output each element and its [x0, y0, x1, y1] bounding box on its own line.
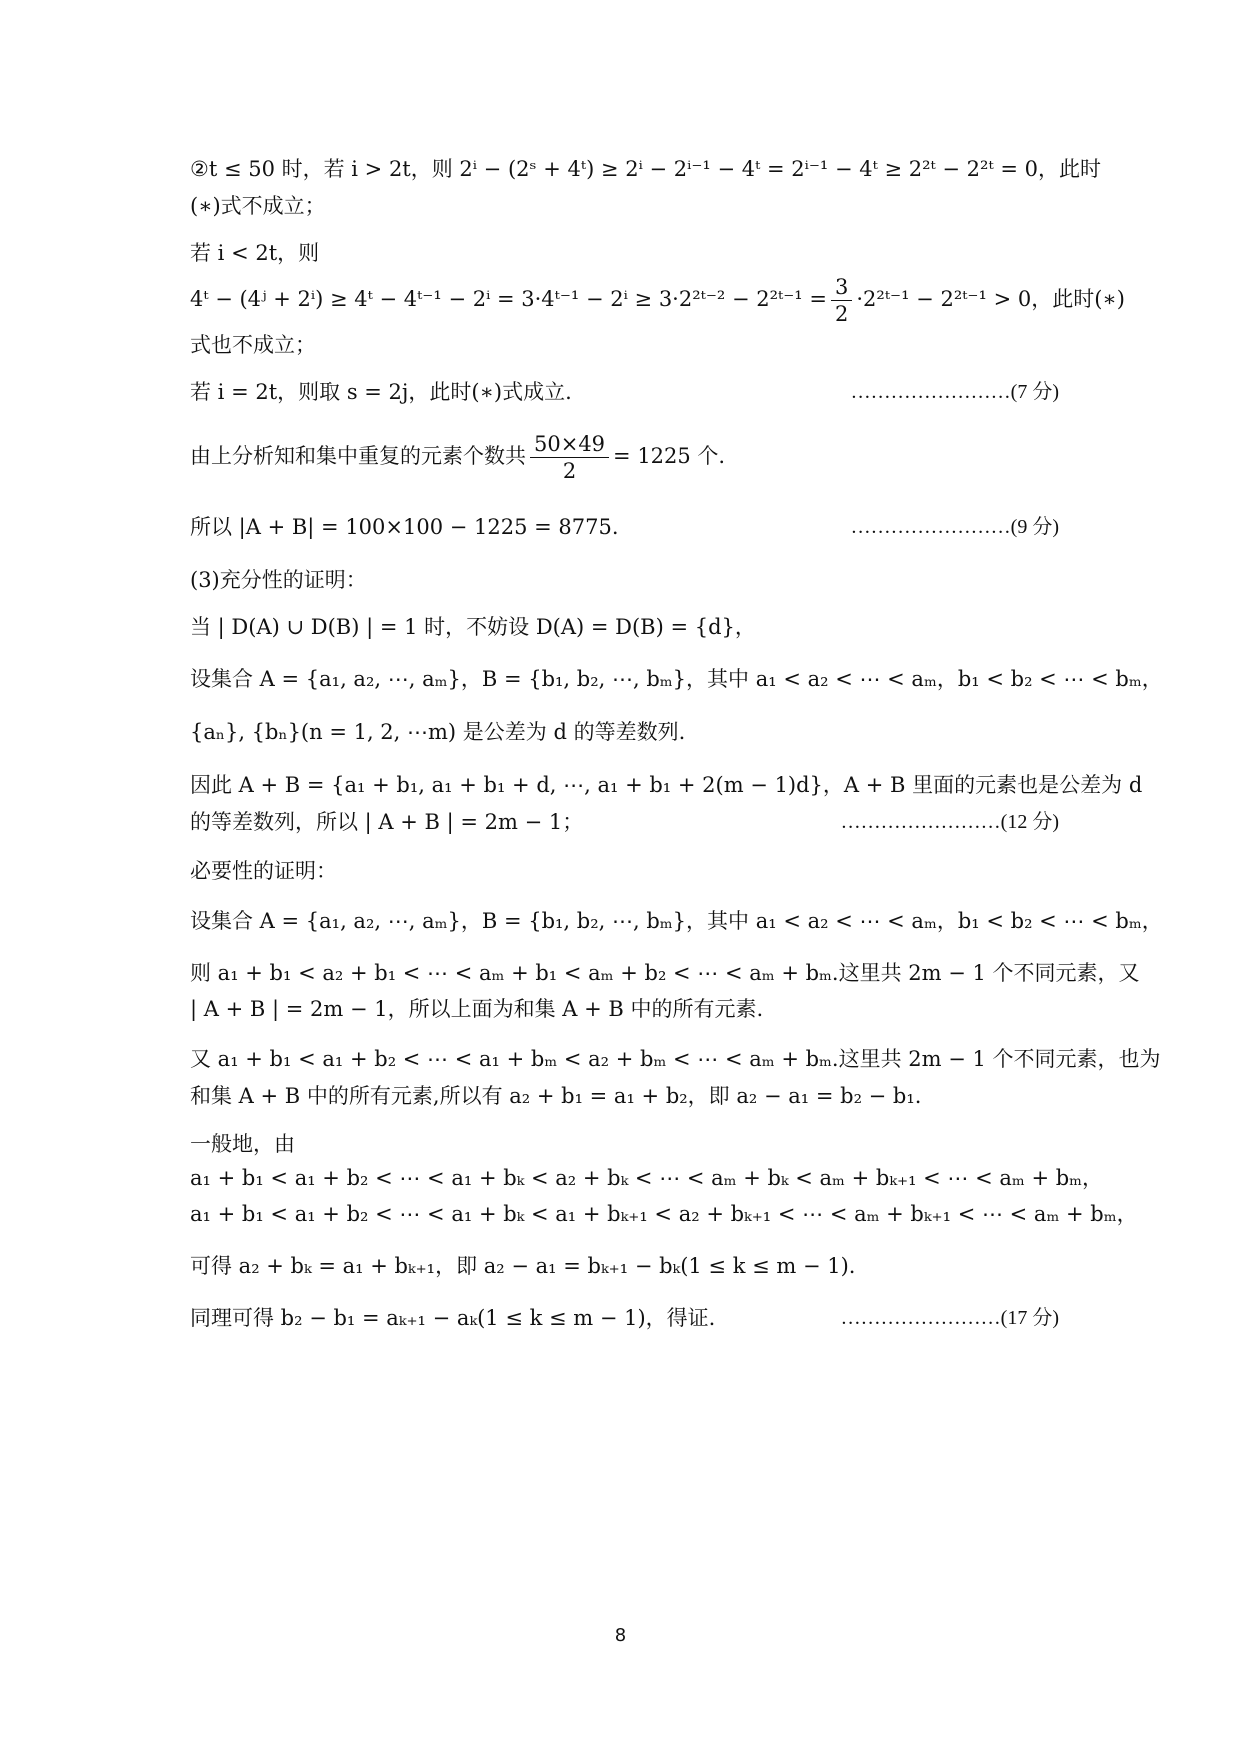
fraction-denominator: 2 [562, 459, 577, 483]
text-line: {aₙ}, {bₙ}(n = 1, 2, ⋯m) 是公差为 d 的等差数列. [190, 720, 686, 744]
text-line: 和集 A + B 中的所有元素,所以有 a₂ + b₁ = a₁ + b₂，即 a₂ − a₁ = b₂ − b₁. [190, 1084, 922, 1108]
fraction-numerator: 50×49 [530, 431, 609, 458]
text-line: 的等差数列，所以 | A + B | = 2m − 1； [190, 810, 584, 834]
score-marker: ……………………(17 分) [840, 1307, 1059, 1329]
formula-line [190, 428, 1060, 484]
text-line: 当 | D(A) ∪ D(B) | = 1 时，不妨设 D(A) = D(B) = {d}， [190, 615, 756, 639]
formula-part: 4ᵗ − (4ʲ + 2ⁱ) ≥ 4ᵗ − 4ᵗ⁻¹ − 2ⁱ = 3·4ᵗ⁻¹ − 2ⁱ ≥ 3·2²ᵗ⁻² − 2²ᵗ⁻¹ = [190, 287, 827, 311]
text-line: (∗)式不成立； [190, 194, 326, 218]
formula-part: 由上分析知和集中重复的元素个数共 [190, 444, 526, 468]
score-marker: ……………………(12 分) [840, 811, 1059, 833]
score-marker: ……………………(9 分) [850, 516, 1059, 538]
text-line: | A + B | = 2m − 1，所以上面为和集 A + B 中的所有元素. [190, 997, 764, 1021]
text-line: 可得 a₂ + bₖ = a₁ + bₖ₊₁，即 a₂ − a₁ = bₖ₊₁ − bₖ(1 ≤ k ≤ m − 1). [190, 1254, 856, 1278]
text-line: 所以 |A + B| = 100×100 − 1225 = 8775. [190, 515, 619, 539]
score-marker: ……………………(7 分) [850, 381, 1059, 403]
section-heading: 必要性的证明： [190, 859, 337, 883]
text-line: 又 a₁ + b₁ < a₁ + b₂ < ⋯ < a₁ + bₘ < a₂ + bₘ < ⋯ < aₘ + bₘ.这里共 2m − 1 个不同元素，也为 [190, 1047, 1161, 1071]
text-line: 因此 A + B = {a₁ + b₁, a₁ + b₁ + d, ⋯, a₁ + b₁ + 2(m − 1)d}，A + B 里面的元素也是公差为 d [190, 773, 1143, 797]
page-number: 8 [614, 1625, 627, 1646]
section-heading: (3)充分性的证明： [190, 568, 367, 592]
fraction [831, 274, 852, 327]
text-line: 一般地，由 [190, 1132, 295, 1156]
text-line: a₁ + b₁ < a₁ + b₂ < ⋯ < a₁ + bₖ < a₁ + bₖ₊₁ < a₂ + bₖ₊₁ < ⋯ < aₘ + bₖ₊₁ < ⋯ < aₘ + bₘ， [190, 1202, 1138, 1226]
text-line: 设集合 A = {a₁, a₂, ⋯, aₘ}，B = {b₁, b₂, ⋯, bₘ}，其中 a₁ < a₂ < ⋯ < aₘ，b₁ < b₂ < ⋯ < bₘ， [190, 909, 1163, 933]
text-line: 则 a₁ + b₁ < a₂ + b₁ < ⋯ < aₘ + b₁ < aₘ + b₂ < ⋯ < aₘ + bₘ.这里共 2m − 1 个不同元素，又 [190, 961, 1140, 985]
fraction [530, 431, 609, 484]
formula-part: = 1225 个. [613, 444, 726, 468]
text-line: 设集合 A = {a₁, a₂, ⋯, aₘ}，B = {b₁, b₂, ⋯, bₘ}，其中 a₁ < a₂ < ⋯ < aₘ，b₁ < b₂ < ⋯ < bₘ， [190, 667, 1163, 691]
text-line: 若 i = 2t，则取 s = 2j，此时(∗)式成立. [190, 380, 572, 404]
text-line: ②t ≤ 50 时，若 i > 2t，则 2ⁱ − (2ˢ + 4ᵗ) ≥ 2ⁱ − 2ⁱ⁻¹ − 4ᵗ = 2ⁱ⁻¹ − 4ᵗ ≥ 2²ᵗ − 2²ᵗ = 0，此时 [190, 157, 1101, 181]
formula-part: ·2²ᵗ⁻¹ − 2²ᵗ⁻¹ > 0，此时(∗) [856, 287, 1125, 311]
text-line: a₁ + b₁ < a₁ + b₂ < ⋯ < a₁ + bₖ < a₂ + bₖ < ⋯ < aₘ + bₖ < aₘ + bₖ₊₁ < ⋯ < aₘ + bₘ， [190, 1166, 1104, 1190]
fraction-denominator: 2 [835, 302, 849, 326]
formula-line [190, 272, 1125, 327]
fraction-numerator: 3 [831, 274, 852, 301]
text-line: 同理可得 b₂ − b₁ = aₖ₊₁ − aₖ(1 ≤ k ≤ m − 1)，得证. [190, 1306, 716, 1330]
text-line: 式也不成立； [190, 333, 316, 357]
text-line: 若 i < 2t，则 [190, 241, 320, 265]
